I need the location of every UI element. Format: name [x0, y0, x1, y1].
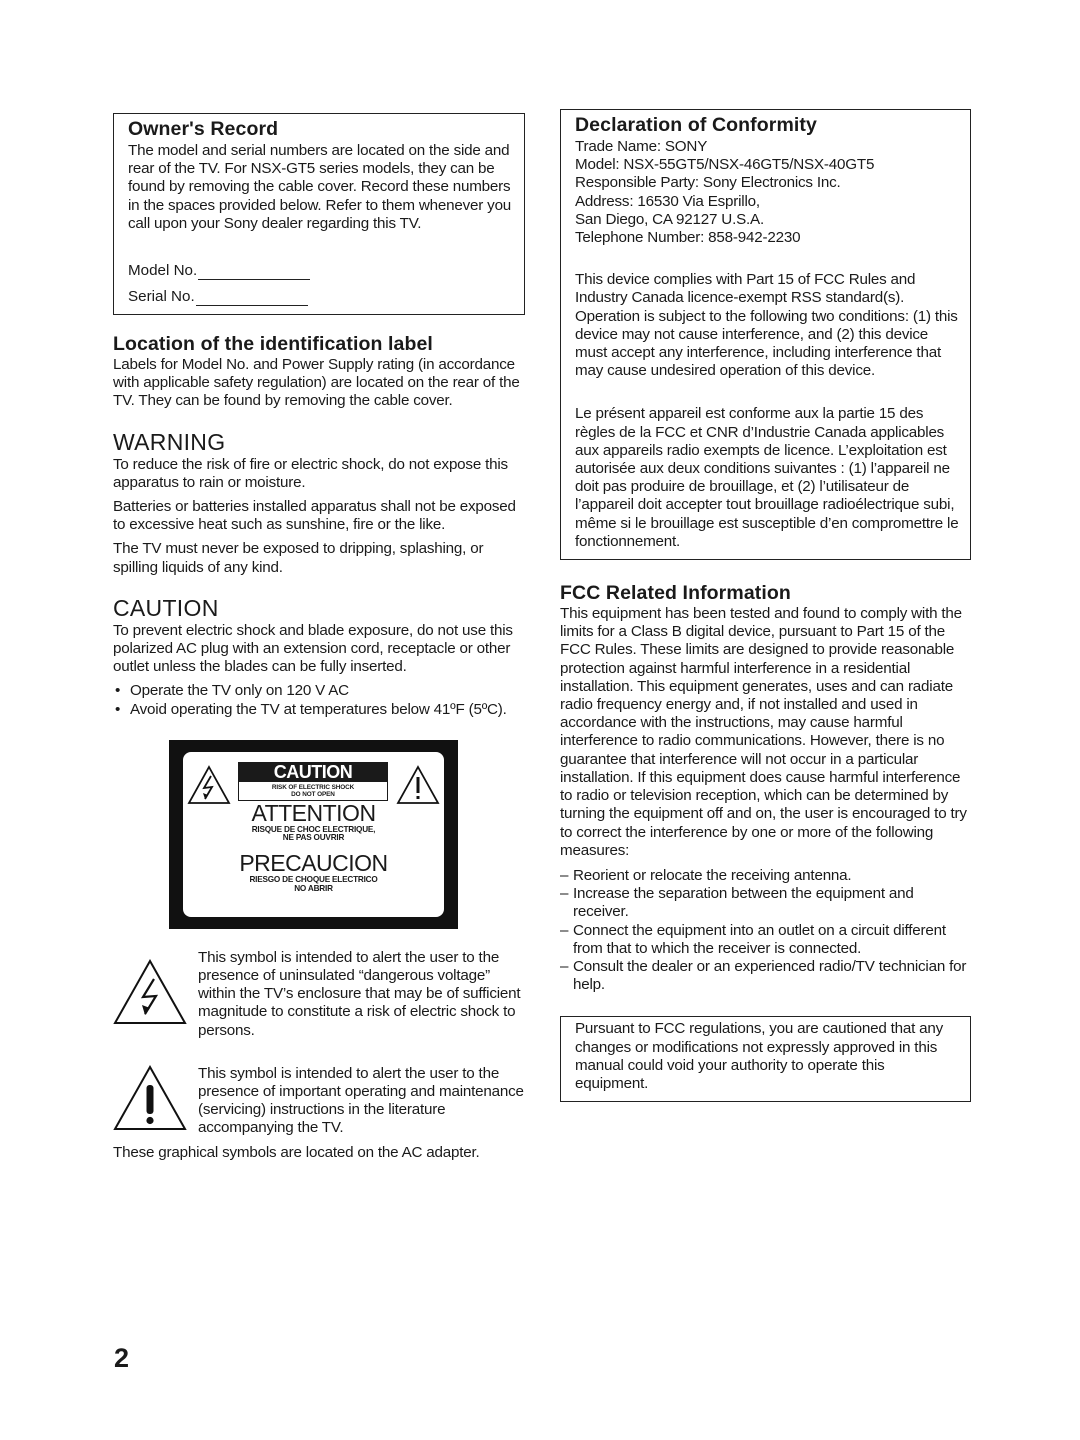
caution-section [113, 595, 525, 719]
declaration-line: Responsible Party: Sony Electronics Inc. [575, 174, 841, 192]
dash-mark: – [560, 957, 569, 975]
list-item: – Reorient or relocate the receiving antenna. [560, 866, 852, 884]
serial-number-label: Serial No. [128, 288, 195, 306]
page-number: 2 [114, 1343, 130, 1373]
lightning-warning-icon [113, 959, 187, 1025]
fcc-info-section [560, 582, 971, 994]
fcc-compliance-french: Le présent appareil est conforme aux la partie 15 des règles de la FCC et CNR d’Industrie Canada applicables aux appareils radio exempts de licence. L’exploitation est autorisée aux deux conditions suivantes : (1) l’appareil ne doit pas produire de brouillage, et (2) l’utilisateur de l’appareil doit accepter tout brouillage radioélectrique subi, même si le brouillage est susceptible d’en compromettre le fonctionnement. [575, 405, 959, 550]
exclamation-warning-icon [396, 765, 440, 805]
owners-record-title: Owner's Record [128, 118, 279, 140]
label-caution-sub: DO NOT OPEN [291, 790, 335, 798]
declaration-line: Address: 16530 Via Esprillo, [575, 192, 760, 210]
label-precaucion-heading: PRECAUCION [239, 849, 388, 876]
right-column [560, 109, 971, 1102]
bullet-mark: • [115, 700, 121, 718]
warning-paragraph: The TV must never be exposed to dripping, splashing, or spilling liquids of any kind. [113, 540, 484, 576]
declaration-line: San Diego, CA 92127 U.S.A. [575, 210, 764, 228]
declaration-line: Model: NSX-55GT5/NSX-46GT5/NSX-40GT5 [575, 156, 875, 174]
label-precaucion-sub: NO ABRIR [294, 883, 333, 893]
warning-title: WARNING [113, 428, 226, 455]
identification-title: Location of the identification label [113, 333, 433, 356]
caution-bullets [113, 682, 525, 718]
list-item: – Consult the dealer or an experienced radio/TV technician for help. [560, 957, 967, 994]
caution-body: To prevent electric shock and blade exposure, do not use this polarized AC plug with an extension cord, receptacle or other outlet unless the blades can be fully inserted. [113, 621, 513, 676]
label-attention-sub: RISQUE DE CHOC ELECTRIQUE, [251, 824, 376, 834]
fcc-measures-list [560, 867, 971, 994]
model-number-label: Model No. [128, 262, 198, 280]
label-caution-heading: CAUTION [238, 762, 388, 782]
symbols-location-note: These graphical symbols are located on the AC adapter. [113, 1143, 480, 1161]
bullet-mark: • [115, 682, 121, 700]
fcc-info-title: FCC Related Information [560, 582, 791, 605]
owners-record-box [113, 113, 525, 315]
fcc-info-body: This equipment has been tested and found to comply with the limits for a Class B digital device, pursuant to Part 15 of the FCC Rules. These limits are designed to provide reasonable protection against harmful interference in a residential installation. This equipment generates, uses and can radiate radio frequency energy and, if not installed and used in accordance with the instructions, may cause harmful interference to radio communications. However, there is no guarantee that interference will not occur in a particular installation. If this equipment does cause harmful interference to radio or television reception, which can be determined by turning the equipment off and on, the user is encouraged to try to correct the interference by one or more of the following measures: [560, 605, 967, 859]
voltage-symbol-row [113, 949, 525, 1040]
exclamation-warning-icon [113, 1065, 187, 1131]
dash-mark: – [560, 866, 569, 884]
model-number-line [198, 266, 310, 280]
label-caution-sub: RISK OF ELECTRIC SHOCK [271, 783, 355, 791]
voltage-symbol-text: This symbol is intended to alert the user to the presence of uninsulated “dangerous voltage” within the TV’s enclosure that may be of sufficient magnitude to constitute a risk of electric shock to persons. [198, 948, 521, 1039]
owners-record-body: The model and serial numbers are located on the side and rear of the TV. For NSX-GT5 series models, they can be found by removing the cable cover. Record these numbers in the spaces provided below. Refer to them whenever you call upon your Sony dealer regarding this TV. [128, 142, 512, 232]
fcc-notice-text: Pursuant to FCC regulations, you are cautioned that any changes or modifications not expressly approved in this manual could void your authority to operate this equipment. [575, 1020, 944, 1092]
left-column [113, 113, 525, 1162]
label-attention-sub: NE PAS OUVRIR [282, 832, 345, 842]
identification-section [113, 333, 525, 411]
fcc-compliance-english: This device complies with Part 15 of FCC Rules and Industry Canada licence-exempt RSS standard(s). Operation is subject to the following two conditions: (1) this device may not cause interference, and (2) this device must accept any interference, including interference that may cause undesired operation of this device. [575, 271, 958, 380]
dash-mark: – [560, 921, 569, 939]
list-item: • Avoid operating the TV at temperatures below 41ºF (5ºC). [115, 700, 507, 718]
model-number-field [128, 262, 514, 280]
attention-symbol-text: This symbol is intended to alert the user to the presence of important operating and maintenance (servicing) instructions in the literature accompanying the TV. [198, 1064, 524, 1137]
caution-title: CAUTION [113, 594, 219, 621]
attention-symbol-row [113, 1065, 525, 1138]
serial-number-field [128, 288, 514, 306]
label-precaucion-sub: RIESGO DE CHOQUE ELECTRICO [249, 874, 378, 884]
warning-paragraph: Batteries or batteries installed apparatus shall not be exposed to excessive heat such as sunshine, fire or the like. [113, 498, 516, 534]
list-item: • Operate the TV only on 120 V AC [115, 682, 349, 700]
declaration-title: Declaration of Conformity [575, 114, 817, 136]
caution-label-graphic [169, 740, 458, 929]
warning-section [113, 429, 525, 577]
serial-number-line [196, 292, 308, 306]
declaration-line: Trade Name: SONY [575, 138, 708, 155]
caution-label-inner [183, 752, 444, 917]
declaration-line: Telephone Number: 858-942-2230 [575, 229, 801, 247]
dash-mark: – [560, 885, 569, 903]
identification-body: Labels for Model No. and Power Supply rating (in accordance with applicable safety regulation) are located on the rear of the TV. They can be found by removing the cable cover. [113, 356, 520, 410]
fcc-notice-box [560, 1016, 971, 1102]
list-item: – Connect the equipment into an outlet on a circuit different from that to which the receiver is connected. [560, 921, 946, 957]
warning-paragraph: To reduce the risk of fire or electric shock, do not expose this apparatus to rain or moisture. [113, 455, 508, 491]
declaration-box [560, 109, 971, 560]
lightning-warning-icon [187, 765, 231, 805]
label-attention-heading: ATTENTION [251, 799, 376, 826]
list-item: – Increase the separation between the equipment and receiver. [560, 885, 914, 921]
